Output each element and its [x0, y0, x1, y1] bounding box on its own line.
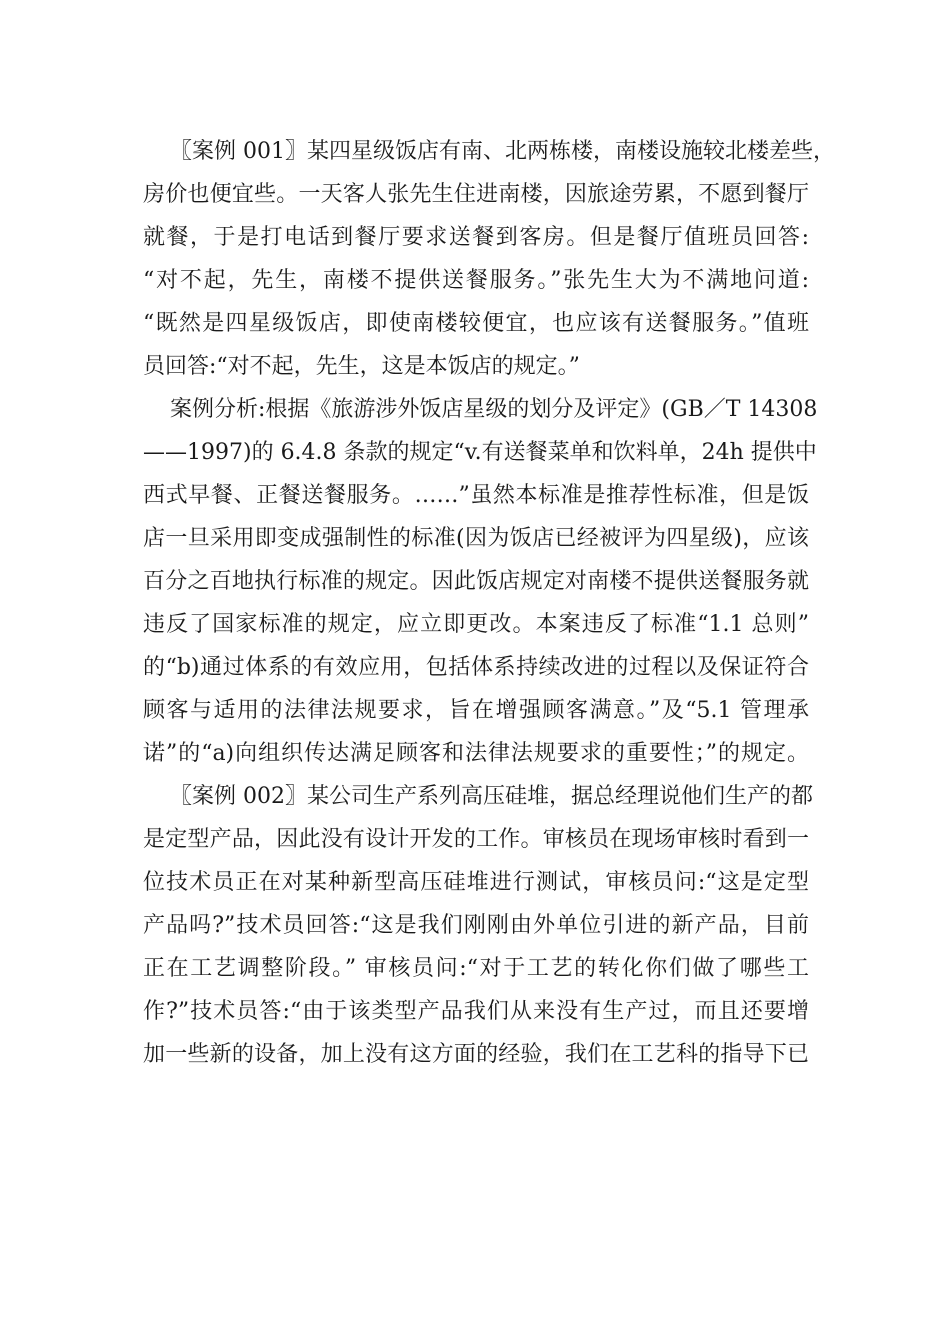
text-line: ——1997)的 6.4.8 条款的规定“v.有送餐菜单和饮料单，24h 提供中 [143, 440, 817, 465]
text-line: 〖案例 002〗某公司生产系列高压硅堆，据总经理说他们生产的都 [170, 784, 813, 809]
text-line: 案例分析:根据《旅游涉外饭店星级的划分及评定》(GB／T 14308 [170, 397, 818, 422]
text-line: 〖案例 001〗某四星级饭店有南、北两栋楼，南楼设施较北楼差些， [170, 139, 835, 164]
paragraph-case-001 [143, 130, 835, 388]
text-line: 违反了国家标准的规定，应立即更改。本案违反了标准“1.1 总则” [143, 612, 809, 637]
text-line: 产品吗?”技术员回答:“这是我们刚刚由外单位引进的新产品，目前 [143, 913, 809, 938]
text-line: 就餐，于是打电话到餐厅要求送餐到客房。但是餐厅值班员回答: [143, 225, 809, 250]
text-line: 西式早餐、正餐送餐服务。……”虽然本标准是推荐性标准，但是饭 [143, 483, 809, 508]
text-line: 是定型产品，因此没有设计开发的工作。审核员在现场审核时看到一 [143, 827, 809, 852]
text-line: 作?”技术员答:“由于该类型产品我们从来没有生产过，而且还要增 [143, 999, 809, 1024]
text-line: 正在工艺调整阶段。” 审核员问:“对于工艺的转化你们做了哪些工 [143, 956, 809, 981]
text-line: 位技术员正在对某种新型高压硅堆进行测试，审核员问:“这是定型 [143, 870, 809, 895]
document-body [143, 130, 835, 1076]
text-line: 诺”的“a)向组织传达满足顾客和法律法规要求的重要性；”的规定。 [143, 741, 809, 766]
text-line: 百分之百地执行标准的规定。因此饭店规定对南楼不提供送餐服务就 [143, 569, 809, 594]
text-line: 员回答:“对不起，先生，这是本饭店的规定。” [143, 354, 580, 379]
text-line: 顾客与适用的法律法规要求，旨在增强顾客满意。”及“5.1 管理承 [143, 698, 809, 723]
text-line: 加一些新的设备，加上没有这方面的经验，我们在工艺科的指导下已 [143, 1042, 809, 1067]
text-line: “对不起，先生，南楼不提供送餐服务。”张先生大为不满地问道: [143, 268, 809, 293]
paragraph-case-002 [143, 775, 813, 1076]
text-line: 房价也便宜些。一天客人张先生住进南楼，因旅途劳累，不愿到餐厅 [143, 182, 809, 207]
text-line: “既然是四星级饭店，即使南楼较便宜，也应该有送餐服务。”值班 [143, 311, 809, 336]
paragraph-case-001-analysis [143, 388, 818, 775]
text-line: 店一旦采用即变成强制性的标准(因为饭店已经被评为四星级)，应该 [143, 526, 809, 551]
text-line: 的“b)通过体系的有效应用，包括体系持续改进的过程以及保证符合 [143, 655, 809, 680]
